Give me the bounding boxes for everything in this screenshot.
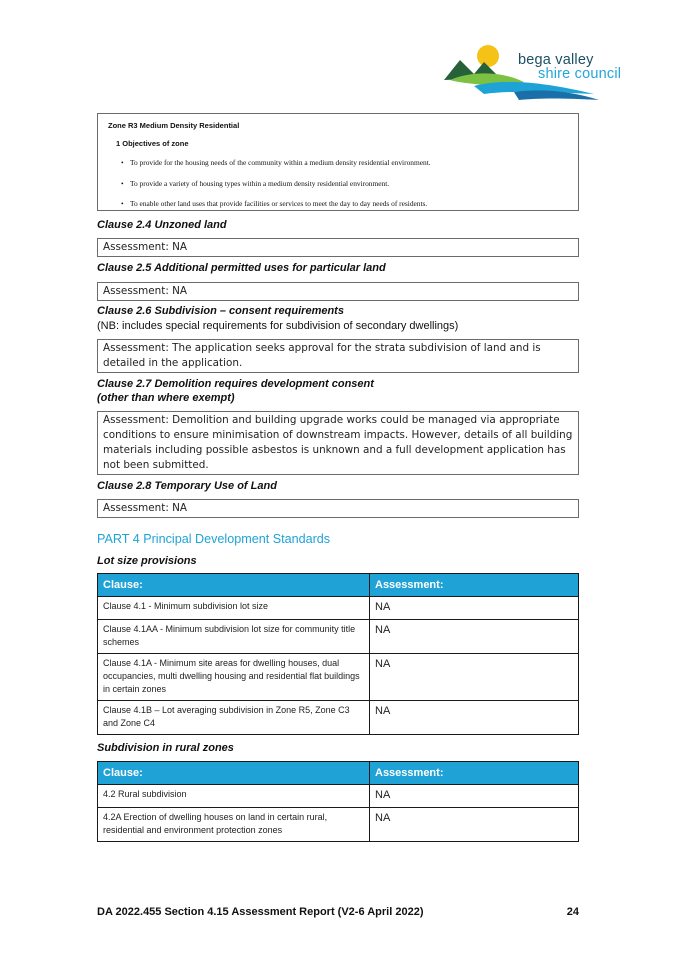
clause-cell: Clause 4.1B – Lot averaging subdivision in Zone R5, Zone C3 and Zone C4 [98, 701, 370, 735]
clause-2-5-assessment: Assessment: NA [97, 282, 579, 301]
zone-objective: • To enable other land uses that provide facilities or services to meet the day to day needs of residents. [130, 199, 427, 208]
table-row [98, 620, 579, 654]
clause-2-6-heading: Clause 2.6 Subdivision – consent requirements [97, 305, 344, 317]
logo-line-1: bega valley [518, 52, 594, 68]
council-logo [444, 40, 634, 106]
clause-cell: Clause 4.1AA - Minimum subdivision lot size for community title schemes [98, 620, 370, 654]
clause-cell: 4.2A Erection of dwelling houses on land in certain rural, residential and environment protection zones [98, 808, 370, 842]
clause-2-7-assessment: Assessment: Demolition and building upgrade works could be managed via appropriate conditions to ensure minimisation of downstream impacts. However, details of all building materials including possible asbestos is unknown and a full development application has not been submitted. [97, 411, 579, 475]
clause-2-5-heading: Clause 2.5 Additional permitted uses for particular land [97, 262, 386, 274]
lot-size-heading: Lot size provisions [97, 555, 197, 567]
clause-2-8-assessment: Assessment: NA [97, 499, 579, 518]
table-header-row [98, 762, 579, 785]
zone-objective: • To provide a variety of housing types within a medium density residential environment. [130, 179, 389, 188]
zone-excerpt-box [97, 113, 579, 211]
assessment-cell: NA [370, 597, 579, 620]
assessment-cell: NA [370, 654, 579, 701]
clause-cell: Clause 4.1A - Minimum site areas for dwelling houses, dual occupancies, multi dwelling housing and residential flat buildings in certain zones [98, 654, 370, 701]
assessment-cell: NA [370, 785, 579, 808]
zone-objectives-heading: 1 Objectives of zone [116, 139, 189, 148]
column-header-assessment: Assessment: [370, 762, 579, 785]
clause-cell: Clause 4.1 - Minimum subdivision lot size [98, 597, 370, 620]
column-header-clause: Clause: [98, 574, 370, 597]
assessment-cell: NA [370, 808, 579, 842]
zone-title: Zone R3 Medium Density Residential [108, 121, 240, 130]
column-header-clause: Clause: [98, 762, 370, 785]
assessment-cell: NA [370, 620, 579, 654]
clause-2-4-assessment: Assessment: NA [97, 238, 579, 257]
clause-2-6-assessment: Assessment: The application seeks approval for the strata subdivision of land and is detailed in the application. [97, 339, 579, 373]
table-row [98, 597, 579, 620]
assessment-cell: NA [370, 701, 579, 735]
table-row [98, 701, 579, 735]
clause-2-6-note: (NB: includes special requirements for subdivision of secondary dwellings) [97, 320, 459, 332]
column-header-assessment: Assessment: [370, 574, 579, 597]
lot-size-table [97, 573, 579, 735]
page-footer [97, 906, 579, 918]
table-row [98, 808, 579, 842]
page-number: 24 [566, 906, 579, 918]
clause-2-7-heading-sub: (other than where exempt) [97, 392, 235, 404]
table-row [98, 654, 579, 701]
clause-cell: 4.2 Rural subdivision [98, 785, 370, 808]
table-row [98, 785, 579, 808]
rural-table [97, 761, 579, 842]
zone-objective: • To provide for the housing needs of the community within a medium density residential environment. [130, 158, 431, 167]
table-header-row [98, 574, 579, 597]
clause-2-7-heading: Clause 2.7 Demolition requires development consent [97, 378, 374, 390]
rural-heading: Subdivision in rural zones [97, 742, 234, 754]
clause-2-4-heading: Clause 2.4 Unzoned land [97, 219, 227, 231]
clause-2-8-heading: Clause 2.8 Temporary Use of Land [97, 480, 277, 492]
footer-title: DA 2022.455 Section 4.15 Assessment Report (V2-6 April 2022) [97, 906, 424, 918]
part-4-heading: PART 4 Principal Development Standards [97, 532, 331, 546]
logo-line-2: shire council [538, 66, 622, 82]
